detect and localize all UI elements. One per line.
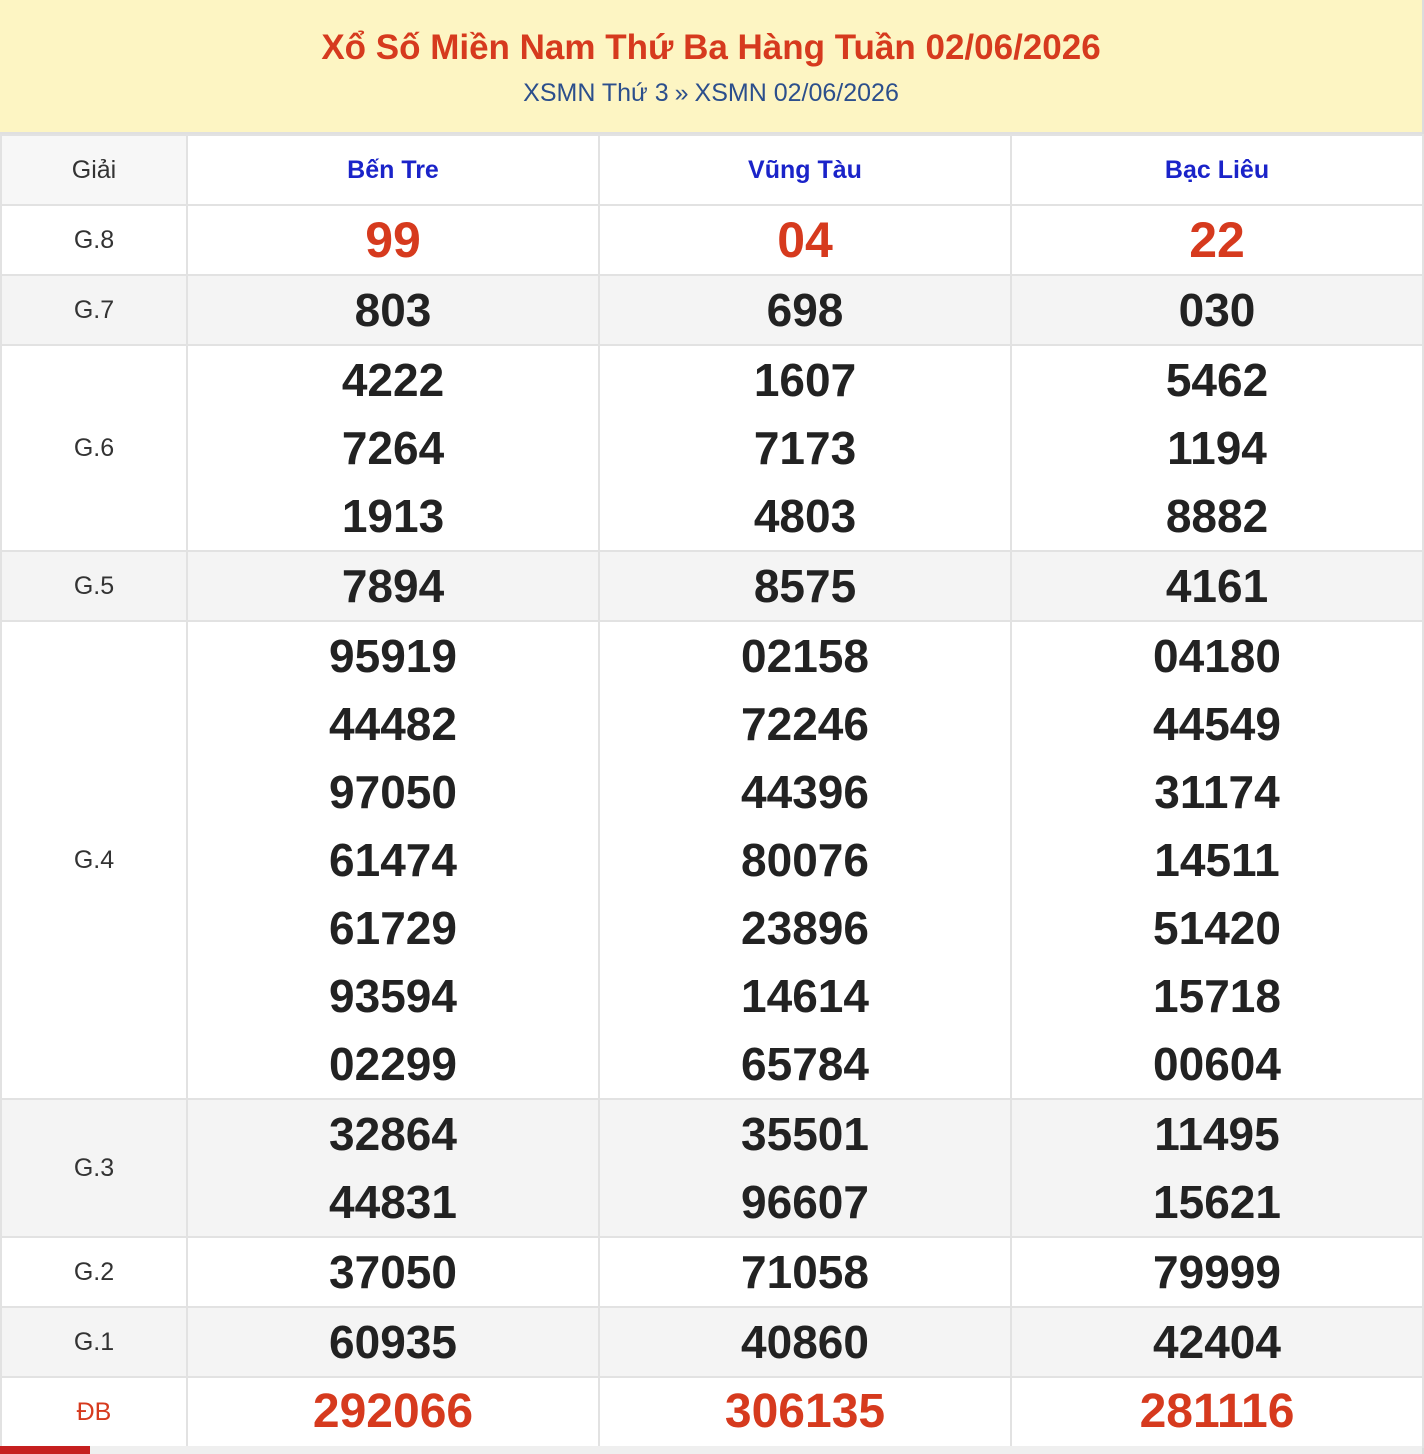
prize-cell bbox=[1011, 345, 1423, 551]
results-header bbox=[0, 0, 1422, 134]
column-header-province[interactable]: Vũng Tàu bbox=[599, 135, 1011, 205]
prize-cell bbox=[187, 1237, 599, 1307]
table-row bbox=[1, 1377, 1423, 1447]
prize-cell bbox=[1011, 1377, 1423, 1447]
prize-cell bbox=[599, 345, 1011, 551]
prize-number: 02158 bbox=[741, 630, 869, 682]
prize-cell bbox=[187, 205, 599, 275]
prize-label: G.8 bbox=[1, 205, 187, 275]
prize-number: 44482 bbox=[329, 698, 457, 750]
prize-cell bbox=[599, 551, 1011, 621]
prize-cell bbox=[187, 345, 599, 551]
prize-number: 04 bbox=[777, 212, 833, 268]
prize-number: 51420 bbox=[1153, 902, 1281, 954]
prize-number: 1913 bbox=[341, 490, 445, 542]
prize-number: 65784 bbox=[741, 1038, 869, 1090]
breadcrumb-separator: » bbox=[674, 79, 689, 107]
prize-number: 02299 bbox=[329, 1038, 457, 1090]
prize-cell bbox=[599, 1377, 1011, 1447]
prize-number: 99 bbox=[365, 212, 421, 268]
prize-label: ĐB bbox=[1, 1377, 187, 1447]
prize-cell bbox=[1011, 621, 1423, 1099]
prize-cell bbox=[187, 551, 599, 621]
prize-number: 44831 bbox=[329, 1176, 457, 1228]
prize-label: G.7 bbox=[1, 275, 187, 345]
prize-number: 04180 bbox=[1153, 630, 1281, 682]
column-header-prize: Giải bbox=[1, 135, 187, 205]
prize-number: 31174 bbox=[1154, 766, 1280, 818]
results-table bbox=[0, 134, 1424, 1448]
prize-number: 60935 bbox=[329, 1316, 457, 1368]
prize-number: 8882 bbox=[1165, 490, 1269, 542]
prize-cell bbox=[1011, 205, 1423, 275]
table-row bbox=[1, 551, 1423, 621]
prize-cell bbox=[1011, 551, 1423, 621]
prize-label: G.1 bbox=[1, 1307, 187, 1377]
column-header-province[interactable]: Bến Tre bbox=[187, 135, 599, 205]
prize-label: G.3 bbox=[1, 1099, 187, 1237]
prize-number: 14511 bbox=[1154, 834, 1280, 886]
prize-cell bbox=[1011, 1099, 1423, 1237]
prize-number: 35501 bbox=[741, 1108, 869, 1160]
prize-label: G.5 bbox=[1, 551, 187, 621]
table-row bbox=[1, 345, 1423, 551]
prize-number: 37050 bbox=[329, 1246, 457, 1298]
prize-cell bbox=[187, 275, 599, 345]
breadcrumb-link-date[interactable]: XSMN 02/06/2026 bbox=[694, 79, 899, 107]
prize-number: 32864 bbox=[329, 1108, 457, 1160]
prize-number: 61729 bbox=[329, 902, 457, 954]
prize-number: 1194 bbox=[1167, 422, 1267, 474]
prize-label: G.2 bbox=[1, 1237, 187, 1307]
prize-number: 11495 bbox=[1154, 1108, 1280, 1160]
table-row bbox=[1, 621, 1423, 1099]
prize-number: 72246 bbox=[741, 698, 869, 750]
jackpot-number: 306135 bbox=[724, 1385, 886, 1438]
prize-cell bbox=[187, 1307, 599, 1377]
prize-cell bbox=[1011, 1307, 1423, 1377]
tab-strip bbox=[0, 1446, 1422, 1454]
prize-number: 4222 bbox=[341, 354, 445, 406]
prize-number: 4161 bbox=[1165, 560, 1269, 612]
prize-number: 14614 bbox=[741, 970, 869, 1022]
prize-cell bbox=[1011, 275, 1423, 345]
prize-cell bbox=[599, 205, 1011, 275]
prize-number: 030 bbox=[1178, 284, 1256, 336]
prize-cell bbox=[187, 1377, 599, 1447]
prize-number: 80076 bbox=[741, 834, 869, 886]
prize-label: G.6 bbox=[1, 345, 187, 551]
prize-number: 7264 bbox=[341, 422, 445, 474]
table-row bbox=[1, 1237, 1423, 1307]
jackpot-number: 292066 bbox=[312, 1385, 474, 1438]
prize-number: 5462 bbox=[1165, 354, 1269, 406]
table-row bbox=[1, 205, 1423, 275]
table-row bbox=[1, 275, 1423, 345]
prize-cell bbox=[187, 621, 599, 1099]
prize-cell bbox=[187, 1099, 599, 1237]
prize-cell bbox=[599, 1237, 1011, 1307]
prize-number: 1607 bbox=[753, 354, 857, 406]
prize-number: 803 bbox=[354, 284, 432, 336]
prize-number: 23896 bbox=[741, 902, 869, 954]
prize-number: 97050 bbox=[329, 766, 457, 818]
breadcrumb-link-weekday[interactable]: XSMN Thứ 3 bbox=[523, 79, 669, 107]
prize-number: 79999 bbox=[1153, 1246, 1281, 1298]
table-header-row bbox=[1, 135, 1423, 205]
prize-number: 22 bbox=[1189, 212, 1245, 268]
prize-number: 15718 bbox=[1153, 970, 1281, 1022]
prize-cell bbox=[599, 275, 1011, 345]
prize-number: 00604 bbox=[1153, 1038, 1281, 1090]
prize-cell bbox=[1011, 1237, 1423, 1307]
prize-cell bbox=[599, 621, 1011, 1099]
prize-number: 40860 bbox=[741, 1316, 869, 1368]
prize-number: 8575 bbox=[753, 560, 857, 612]
prize-cell bbox=[599, 1099, 1011, 1237]
breadcrumb bbox=[0, 78, 1422, 108]
prize-rows bbox=[1, 205, 1423, 1447]
table-row bbox=[1, 1099, 1423, 1237]
prize-cell bbox=[599, 1307, 1011, 1377]
prize-number: 7894 bbox=[341, 560, 445, 612]
prize-number: 44549 bbox=[1153, 698, 1281, 750]
prize-number: 93594 bbox=[329, 970, 457, 1022]
prize-number: 44396 bbox=[741, 766, 869, 818]
prize-number: 96607 bbox=[741, 1176, 869, 1228]
prize-number: 15621 bbox=[1153, 1176, 1281, 1228]
prize-label: G.4 bbox=[1, 621, 187, 1099]
prize-number: 698 bbox=[766, 284, 844, 336]
prize-number: 95919 bbox=[329, 630, 457, 682]
table-row bbox=[1, 1307, 1423, 1377]
prize-number: 61474 bbox=[329, 834, 457, 886]
prize-number: 4803 bbox=[753, 490, 857, 542]
page-title: Xổ Số Miền Nam Thứ Ba Hàng Tuần 02/06/2026 bbox=[321, 28, 1101, 67]
prize-number: 42404 bbox=[1153, 1316, 1281, 1368]
tab-indicator bbox=[0, 1446, 90, 1454]
column-header-province[interactable]: Bạc Liêu bbox=[1011, 135, 1423, 205]
prize-number: 71058 bbox=[741, 1246, 869, 1298]
prize-number: 7173 bbox=[753, 422, 857, 474]
jackpot-number: 281116 bbox=[1139, 1385, 1295, 1438]
